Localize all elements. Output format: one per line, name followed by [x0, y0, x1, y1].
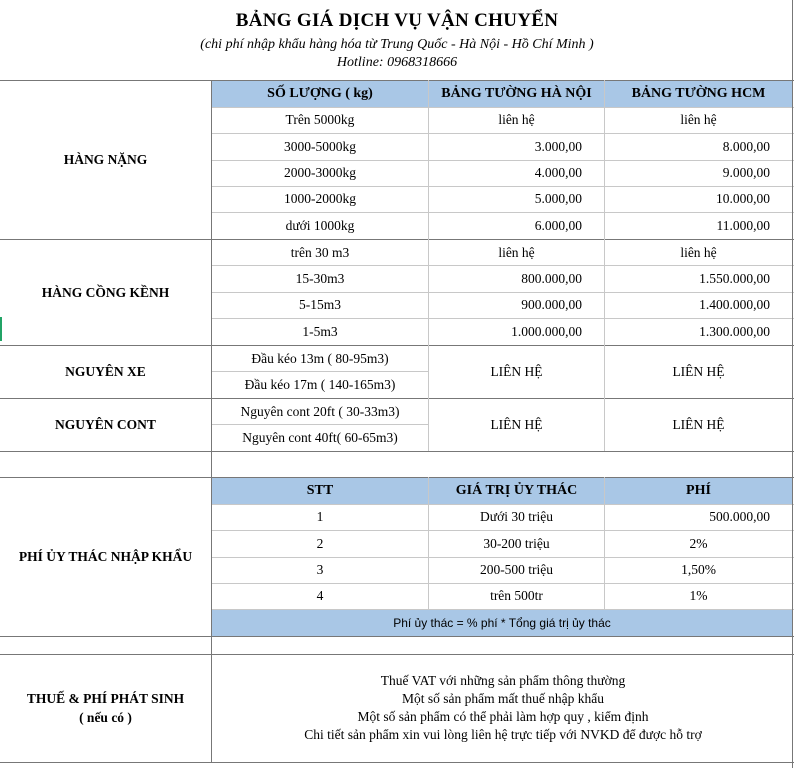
tax-note-line: Một số sản phẩm mất thuế nhập khẩu [401, 691, 605, 706]
entrust-value: 200-500 triệu [479, 562, 554, 577]
bulky-hcm: 1.400.000,00 [699, 297, 770, 312]
bulky-hanoi: 800.000,00 [521, 270, 582, 286]
heavy-hanoi: 5.000,00 [534, 191, 582, 206]
tax-sublabel: ( nếu có ) [79, 710, 132, 725]
grid-line [792, 0, 793, 768]
truck-hcm: LIÊN HỆ [672, 364, 725, 379]
container-option: Nguyên cont 20ft ( 30-33m3) [240, 403, 400, 419]
tax-note-line: Một số sản phẩm có thể phải làm hợp quy , kiểm định [357, 709, 649, 724]
header-entrust-value: GIÁ TRỊ ỦY THÁC [429, 478, 604, 504]
entrust-fee: 1,50% [681, 562, 716, 577]
bulky-hcm: liên hệ [680, 244, 717, 260]
heavy-hanoi: liên hệ [498, 112, 535, 127]
entrust-fee: 1% [689, 588, 708, 603]
bulky-hanoi: 1.000.000,00 [511, 323, 582, 339]
entrust-stt: 2 [316, 535, 324, 551]
container-option: Nguyên cont 40ft( 60-65m3) [242, 429, 398, 445]
tax-note-line: Thuế VAT với những sản phẩm thông thường [380, 673, 626, 688]
heavy-qty: 3000-5000kg [284, 138, 356, 154]
bulky-qty: trên 30 m3 [290, 244, 350, 260]
header-fee: PHÍ [605, 478, 792, 504]
grid-line [0, 636, 794, 637]
page-subtitle: (chi phí nhập khẩu hàng hóa từ Trung Quốc - Hà Nội - Hồ Chí Minh ) [200, 37, 594, 52]
tax-notes [212, 672, 794, 744]
heavy-qty: Trên 5000kg [285, 112, 355, 127]
heavy-qty: 2000-3000kg [284, 165, 356, 180]
bulky-hcm: 1.300.000,00 [699, 323, 770, 339]
bulky-qty: 1-5m3 [302, 323, 338, 339]
entrust-fee: 500.000,00 [709, 509, 770, 524]
heavy-hanoi: 3.000,00 [534, 138, 582, 154]
heavy-qty: dưới 1000kg [285, 217, 355, 233]
bulky-qty: 5-15m3 [299, 297, 341, 312]
heavy-hcm: 9.000,00 [722, 165, 770, 180]
hotline: Hotline: 0968318666 [336, 55, 458, 70]
entrust-stt: 1 [316, 509, 324, 524]
section-label-truck: NGUYÊN XE [65, 364, 146, 379]
bulky-qty: 15-30m3 [295, 270, 345, 286]
heavy-hanoi: 6.000,00 [534, 217, 582, 233]
tax-note-line: Chi tiết sản phẩm xin vui lòng liên hệ trực tiếp với NVKD để được hỗ trợ [304, 727, 702, 742]
heavy-hcm: liên hệ [680, 112, 717, 127]
page-title: BẢNG GIÁ DỊCH VỤ VẬN CHUYỂN [235, 10, 559, 31]
heavy-qty: 1000-2000kg [284, 191, 356, 206]
entrust-stt: 3 [316, 562, 324, 577]
heavy-hanoi: 4.000,00 [534, 165, 582, 180]
bulky-hcm: 1.550.000,00 [699, 270, 770, 286]
entrust-value: 30-200 triệu [483, 535, 550, 551]
header-stt: STT [212, 478, 428, 504]
heavy-hcm: 11.000,00 [716, 217, 770, 233]
header-hcm: BẢNG TƯỜNG HCM [605, 81, 792, 107]
grid-line [0, 762, 794, 763]
bulky-hanoi: 900.000,00 [521, 297, 582, 312]
grid-line [0, 451, 794, 452]
tax-label: THUẾ & PHÍ PHÁT SINH [26, 691, 185, 706]
entrust-value: trên 500tr [490, 588, 543, 603]
bulky-hanoi: liên hệ [498, 244, 535, 260]
truck-option: Đầu kéo 13m ( 80-95m3) [251, 350, 389, 366]
heavy-hcm: 10.000,00 [716, 191, 770, 206]
section-label-tax [0, 655, 211, 762]
section-label-bulky: HÀNG CỒNG KỀNH [41, 284, 170, 300]
heavy-hcm: 8.000,00 [722, 138, 770, 154]
entrust-formula-note: Phí ủy thác = % phí * Tổng giá trị ủy thác [212, 610, 792, 636]
section-label-entrust: PHÍ ỦY THÁC NHẬP KHẨU [18, 549, 193, 564]
header-quantity: SỐ LƯỢNG ( kg) [212, 81, 428, 107]
entrust-value: Dưới 30 triệu [480, 509, 553, 524]
header-hanoi: BẢNG TƯỜNG HÀ NỘI [429, 81, 604, 107]
container-hcm: LIÊN HỆ [672, 417, 725, 432]
truck-hanoi: LIÊN HỆ [490, 364, 543, 379]
entrust-fee: 2% [689, 535, 708, 551]
entrust-stt: 4 [316, 588, 324, 603]
container-hanoi: LIÊN HỆ [490, 417, 543, 432]
section-label-heavy: HÀNG NẶNG [63, 152, 148, 167]
truck-option: Đầu kéo 17m ( 140-165m3) [244, 376, 396, 392]
section-label-container: NGUYÊN CONT [55, 417, 156, 432]
